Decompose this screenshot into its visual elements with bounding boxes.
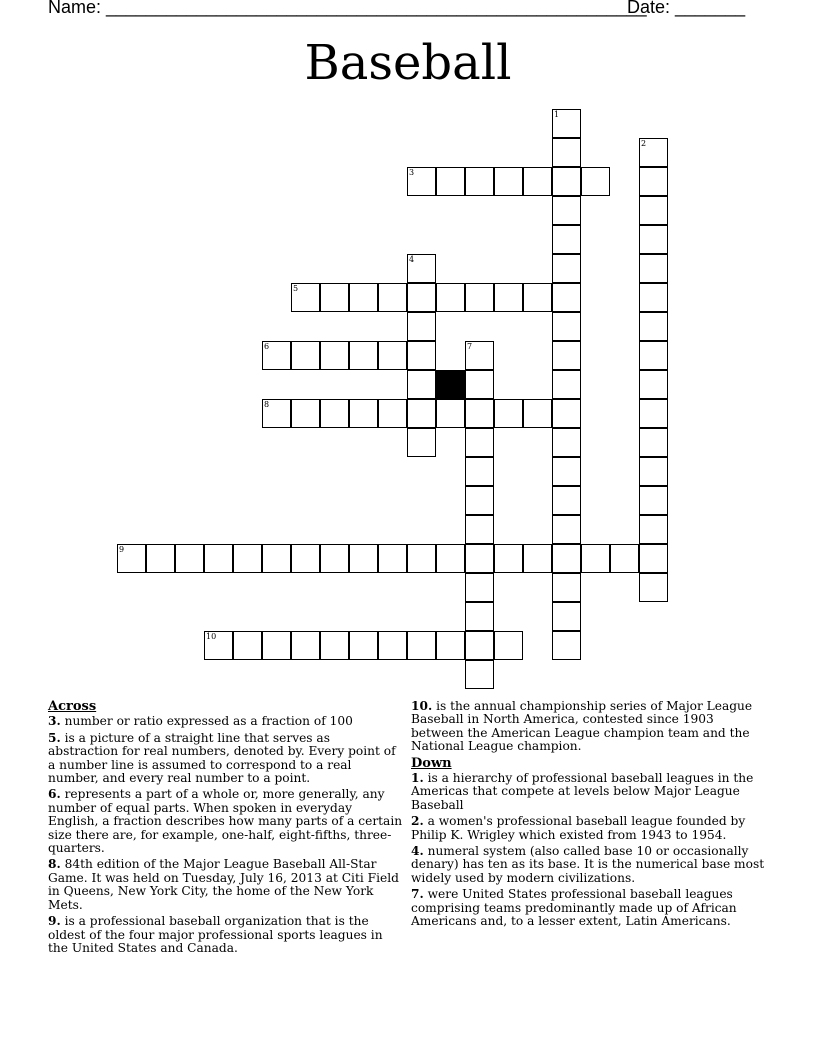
crossword-cell[interactable] xyxy=(407,544,436,573)
crossword-cell[interactable] xyxy=(552,544,581,573)
crossword-cell[interactable] xyxy=(436,399,465,428)
crossword-cell[interactable] xyxy=(465,602,494,631)
crossword-cell[interactable] xyxy=(465,457,494,486)
across-clue xyxy=(48,732,403,786)
crossword-cell[interactable] xyxy=(204,544,233,573)
crossword-cell[interactable] xyxy=(175,544,204,573)
crossword-cell[interactable] xyxy=(639,544,668,573)
clue-text: number or ratio expressed as a fraction of 100 xyxy=(64,714,353,729)
crossword-cell[interactable] xyxy=(436,631,465,660)
crossword-cell[interactable] xyxy=(262,399,291,428)
cell-number: 7 xyxy=(467,342,473,351)
crossword-cell[interactable] xyxy=(523,283,552,312)
crossword-cell[interactable] xyxy=(146,544,175,573)
crossword-cell[interactable] xyxy=(552,225,581,254)
clue-number: 7. xyxy=(411,887,424,902)
crossword-cell[interactable] xyxy=(407,631,436,660)
across-clue-list xyxy=(48,715,403,955)
crossword-cell[interactable] xyxy=(320,631,349,660)
crossword-cell[interactable] xyxy=(465,486,494,515)
crossword-cell[interactable] xyxy=(320,399,349,428)
crossword-cell[interactable] xyxy=(465,283,494,312)
crossword-cell[interactable] xyxy=(262,631,291,660)
date-field-label: Date: _______ xyxy=(627,0,746,17)
clue-number: 2. xyxy=(411,814,424,829)
crossword-cell[interactable] xyxy=(639,341,668,370)
down-heading: Down xyxy=(411,755,452,771)
crossword-cell[interactable] xyxy=(407,341,436,370)
crossword-cell[interactable] xyxy=(639,138,668,167)
crossword-cell[interactable] xyxy=(407,254,436,283)
crossword-cell[interactable] xyxy=(552,486,581,515)
crossword-cell[interactable] xyxy=(204,631,233,660)
name-field-label: Name: ______________________________________________________ xyxy=(48,0,647,17)
crossword-cell[interactable] xyxy=(320,544,349,573)
cell-number: 5 xyxy=(293,284,299,293)
crossword-cell[interactable] xyxy=(639,225,668,254)
crossword-cell[interactable] xyxy=(639,399,668,428)
crossword-cell[interactable] xyxy=(639,486,668,515)
crossword-cell[interactable] xyxy=(349,399,378,428)
down-clue xyxy=(411,845,766,885)
crossword-cell[interactable] xyxy=(465,515,494,544)
clue-text: numeral system (also called base 10 or occasionally denary) has ten as its base. It is the numerical base most widely used by modern civilizations. xyxy=(411,844,765,885)
crossword-cell[interactable] xyxy=(639,573,668,602)
crossword-cell[interactable] xyxy=(436,283,465,312)
crossword-cell[interactable] xyxy=(639,196,668,225)
crossword-cell[interactable] xyxy=(465,544,494,573)
crossword-cell[interactable] xyxy=(465,370,494,399)
crossword-cell[interactable] xyxy=(407,167,436,196)
crossword-cell[interactable] xyxy=(552,370,581,399)
crossword-cell[interactable] xyxy=(291,631,320,660)
crossword-cell[interactable] xyxy=(378,631,407,660)
crossword-cell[interactable] xyxy=(407,428,436,457)
clue-text: is the annual championship series of Major League Baseball in North America, contested since 1903 between the American League champion team and the National League champion. xyxy=(411,699,753,754)
cell-number: 9 xyxy=(119,545,125,554)
crossword-cell[interactable] xyxy=(639,515,668,544)
clue-number: 6. xyxy=(48,787,61,802)
crossword-cell[interactable] xyxy=(465,399,494,428)
crossword-cell[interactable] xyxy=(465,660,494,689)
crossword-cell[interactable] xyxy=(465,167,494,196)
crossword-cell[interactable] xyxy=(291,283,320,312)
down-clue xyxy=(411,772,766,812)
clue-number: 9. xyxy=(48,914,61,929)
crossword-cell[interactable] xyxy=(262,341,291,370)
crossword-cell[interactable] xyxy=(291,399,320,428)
crossword-cell[interactable] xyxy=(581,167,610,196)
clue-text: 84th edition of the Major League Baseball All-Star Game. It was held on Tuesday, July 16, 2013 at Citi Field in Queens, New York City, the home of the New York Mets. xyxy=(48,857,399,912)
cell-number: 6 xyxy=(264,342,270,351)
cell-number: 3 xyxy=(409,168,415,177)
crossword-cell[interactable] xyxy=(523,399,552,428)
crossword-cell[interactable] xyxy=(291,341,320,370)
crossword-cell[interactable] xyxy=(233,631,262,660)
crossword-cell[interactable] xyxy=(436,167,465,196)
clues-left-column xyxy=(48,700,403,958)
across-clue xyxy=(48,915,403,955)
across-clue xyxy=(411,700,766,754)
crossword-cell[interactable] xyxy=(639,457,668,486)
crossword-cell[interactable] xyxy=(407,312,436,341)
crossword-cell[interactable] xyxy=(465,631,494,660)
crossword-cell[interactable] xyxy=(349,283,378,312)
crossword-cell[interactable] xyxy=(610,544,639,573)
crossword-cell[interactable] xyxy=(552,399,581,428)
crossword-cell[interactable] xyxy=(291,544,320,573)
cell-number: 8 xyxy=(264,400,270,409)
crossword-cell[interactable] xyxy=(639,312,668,341)
crossword-cell[interactable] xyxy=(581,544,610,573)
crossword-cell[interactable] xyxy=(494,167,523,196)
clue-number: 4. xyxy=(411,844,424,859)
crossword-cell[interactable] xyxy=(465,573,494,602)
crossword-cell[interactable] xyxy=(378,544,407,573)
clue-number: 5. xyxy=(48,730,61,745)
crossword-cell[interactable] xyxy=(552,428,581,457)
crossword-cell[interactable] xyxy=(320,283,349,312)
crossword-cell[interactable] xyxy=(552,254,581,283)
crossword-cell[interactable] xyxy=(552,167,581,196)
down-clue xyxy=(411,815,766,842)
crossword-cell[interactable] xyxy=(552,631,581,660)
crossword-cell[interactable] xyxy=(349,341,378,370)
crossword-cell[interactable] xyxy=(552,109,581,138)
crossword-cell[interactable] xyxy=(552,341,581,370)
clue-text: were United States professional baseball leagues comprising teams predominantly made up of African Americans and, to a lesser extent, Latin Americans. xyxy=(411,887,737,929)
crossword-cell[interactable] xyxy=(465,341,494,370)
crossword-cell[interactable] xyxy=(639,428,668,457)
crossword-cell[interactable] xyxy=(552,312,581,341)
crossword-cell[interactable] xyxy=(320,341,349,370)
crossword-cell[interactable] xyxy=(552,602,581,631)
crossword-cell[interactable] xyxy=(349,631,378,660)
clue-text: is a professional baseball organization that is the oldest of the four major professional sports leagues in the United States and Canada. xyxy=(48,914,383,955)
down-clue xyxy=(411,888,766,928)
crossword-cell[interactable] xyxy=(639,167,668,196)
cell-number: 10 xyxy=(206,632,217,641)
crossword-cell[interactable] xyxy=(407,283,436,312)
clue-number: 10. xyxy=(411,699,433,713)
clue-number: 3. xyxy=(48,714,61,729)
crossword-cell[interactable] xyxy=(407,399,436,428)
clue-number: 1. xyxy=(411,771,424,786)
across-clue xyxy=(48,858,403,912)
crossword-cell[interactable] xyxy=(639,370,668,399)
crossword-cell[interactable] xyxy=(407,370,436,399)
crossword-cell[interactable] xyxy=(523,544,552,573)
crossword-cell[interactable] xyxy=(262,544,291,573)
crossword-cell[interactable] xyxy=(523,167,552,196)
crossword-cell[interactable] xyxy=(378,399,407,428)
crossword-cell[interactable] xyxy=(465,428,494,457)
crossword-block-cell xyxy=(436,370,465,399)
crossword-cell[interactable] xyxy=(639,283,668,312)
crossword-cell[interactable] xyxy=(639,254,668,283)
clues-right-column xyxy=(411,700,766,932)
clue-text: is a picture of a straight line that serves as abstraction for real numbers, denoted by. Every point of a number line is assumed to correspond to a real number, and every real number to a point. xyxy=(48,730,396,786)
clue-number: 8. xyxy=(48,857,61,872)
cell-number: 1 xyxy=(554,110,560,119)
cell-number: 2 xyxy=(641,139,647,148)
crossword-cell[interactable] xyxy=(378,283,407,312)
clue-text: is a hierarchy of professional baseball leagues in the Americas that compete at levels below Major League Baseball xyxy=(411,771,754,812)
crossword-cell[interactable] xyxy=(494,544,523,573)
clue-text: represents a part of a whole or, more generally, any number of equal parts. When spoken in everyday English, a fraction describes how many parts of a certain size there are, for example, one-half, eight-fifths, three-quarters. xyxy=(48,787,403,856)
crossword-cell[interactable] xyxy=(552,573,581,602)
crossword-cell[interactable] xyxy=(117,544,146,573)
crossword-cell[interactable] xyxy=(349,544,378,573)
crossword-cell[interactable] xyxy=(378,341,407,370)
crossword-cell[interactable] xyxy=(552,138,581,167)
crossword-cell[interactable] xyxy=(552,457,581,486)
crossword-cell[interactable] xyxy=(436,544,465,573)
clue-text: a women's professional baseball league founded by Philip K. Wrigley which existed from 1943 to 1954. xyxy=(411,814,746,842)
page-title: Baseball xyxy=(304,35,512,91)
crossword-cell[interactable] xyxy=(494,631,523,660)
crossword-cell[interactable] xyxy=(494,283,523,312)
crossword-cell[interactable] xyxy=(552,515,581,544)
crossword-cell[interactable] xyxy=(552,283,581,312)
crossword-cell[interactable] xyxy=(552,196,581,225)
across-clue xyxy=(48,715,403,728)
across-clue xyxy=(48,788,403,855)
down-clue-list xyxy=(411,772,766,928)
crossword-cell[interactable] xyxy=(494,399,523,428)
cell-number: 4 xyxy=(409,255,415,264)
crossword-cell[interactable] xyxy=(233,544,262,573)
across-heading: Across xyxy=(48,699,97,714)
